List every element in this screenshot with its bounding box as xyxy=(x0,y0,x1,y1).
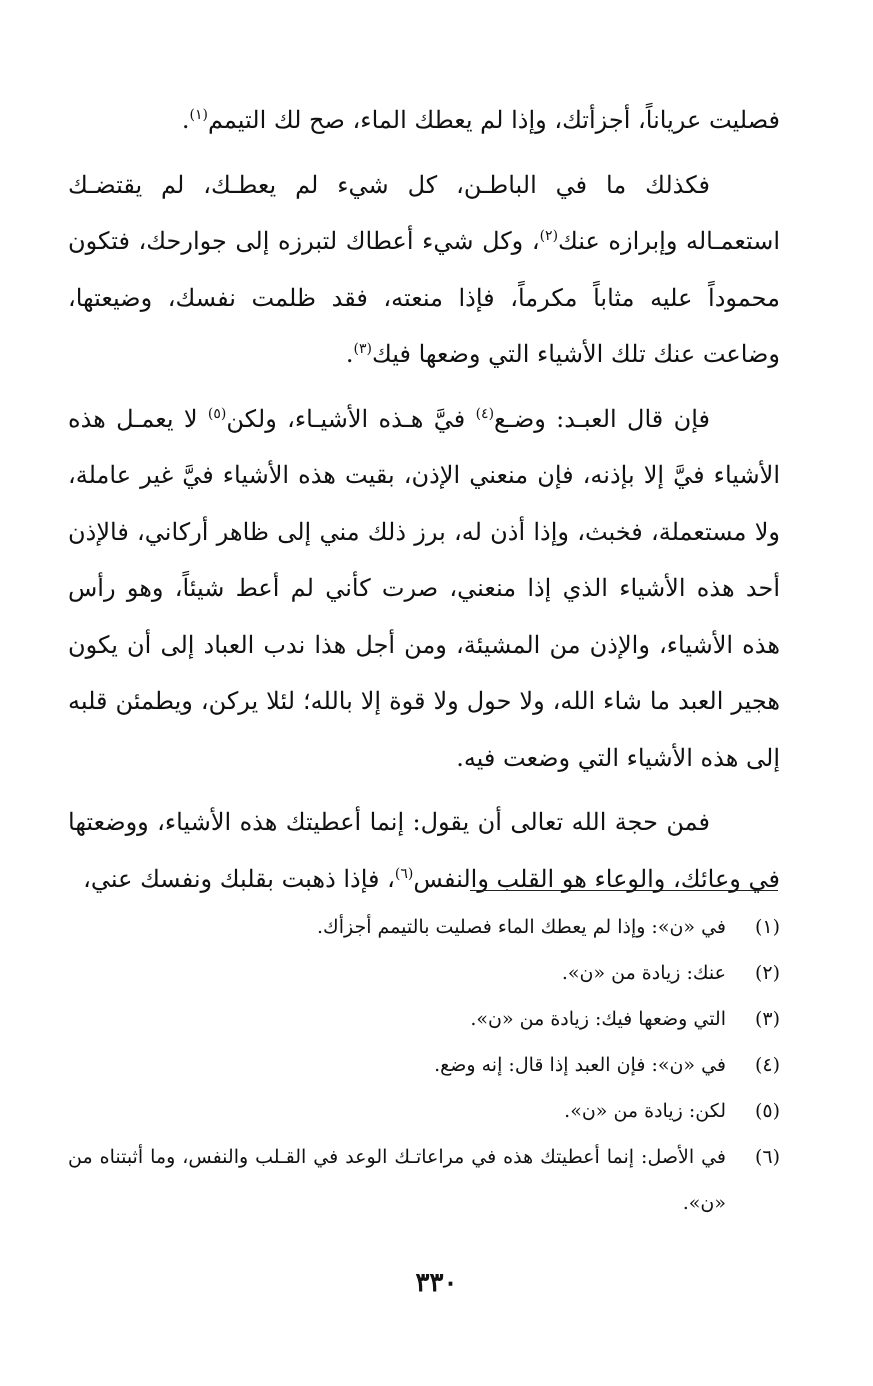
footnote-reference: (١) xyxy=(189,107,208,123)
footnote-reference: (٣) xyxy=(353,341,373,357)
footnote-number: (٦) xyxy=(754,1146,780,1168)
footnote-reference: (٤) xyxy=(475,405,495,422)
footnote-text: لكن: زيادة من «ن». xyxy=(564,1100,726,1122)
footnote-number: (٢) xyxy=(754,962,780,984)
footnote-text: في «ن»: فإن العبد إذا قال: إنه وضع. xyxy=(434,1054,726,1076)
footnote-text: في «ن»: وإذا لم يعطك الماء فصليت بالتيمم أجزأك. xyxy=(317,916,726,938)
footnote xyxy=(68,996,780,1042)
footnote-text: في الأصل: إنما أعطيتك هذه في مراعاتـك الوعد في القـلب والنفس، وما أثبتناه من «ن». xyxy=(68,1146,726,1214)
paragraph-text: فيَّ هـذه الأشيـاء، ولكن xyxy=(226,404,476,433)
paragraph-text: فكذلك ما في الباطـن، كل شيء لم يعطـك، لم يقتضـك استعمـاله وإبرازه عنك xyxy=(68,170,780,255)
paragraph-text: ، فإذا ذهبت بقلبك ونفسك عني، xyxy=(83,864,395,893)
footnote xyxy=(68,1088,780,1134)
main-text xyxy=(68,92,780,907)
page-body xyxy=(68,92,780,907)
paragraph-text: فإن قال العبـد: وضـع xyxy=(494,404,710,433)
paragraph xyxy=(68,391,780,787)
footnote xyxy=(68,1134,780,1226)
paragraph-text: فمن حجة الله تعالى أن يقول: إنما أعطيتك هذه الأشياء، ووضعتها في وعائك، والوعاء هو القلب والنفس xyxy=(68,808,780,893)
footnote-number: (٤) xyxy=(754,1054,780,1076)
footnotes-list xyxy=(68,904,780,1226)
footnote-text: التي وضعها فيك: زيادة من «ن». xyxy=(470,1008,726,1030)
page-number: ٣٣٠ xyxy=(415,1268,458,1298)
paragraph-text: فصليت عرياناً، أجزأتك، وإذا لم يعطك الماء، صح لك التيمم xyxy=(207,106,780,134)
paragraph-text: . xyxy=(181,106,190,134)
footnote-text: عنك: زيادة من «ن». xyxy=(561,962,726,984)
paragraph-text: . xyxy=(345,340,354,368)
paragraph xyxy=(68,92,780,149)
footnote xyxy=(68,950,780,996)
paragraph-text: ، وكل شيء أعطاك لتبرزه إلى جوارحك، فتكون محموداً عليه مثاباً مكرماً، فإذا منعته، فقد ظلمت نفسك، وضيعتها، وضاعت عنك تلك الأشياء التي وضعها فيك xyxy=(68,227,780,368)
footnote-reference: (٢) xyxy=(539,228,559,244)
footnote-number: (٣) xyxy=(754,1008,780,1030)
footnote-reference: (٦) xyxy=(394,865,414,882)
footnote-number: (٥) xyxy=(754,1100,780,1122)
paragraph xyxy=(68,157,780,383)
footnote xyxy=(68,904,780,950)
paragraph-text: لا يعمـل هذه الأشياء فيَّ إلا بإذنه، فإن منعني الإذن، بقيت هذه الأشياء فيَّ غير عاملة، ولا مستعملة، فخبث، وإذا أذن له، برز ذلك مني إلى ظاهر أركاني، فالإذن أحد هذه الأشياء الذي إذا منعني، صرت كأني لم أعط شيئاً، وهو رأس هذه الأشياء، والإذن من المشيئة، ومن أجل هذا ندب العباد إلى أن يكون هجير العبد ما شاء الله، ولا حول ولا قوة إلا بالله؛ لئلا يركن، ويطمئن قلبه إلى هذه الأشياء التي وضعت فيه. xyxy=(68,404,780,772)
footnote-number: (١) xyxy=(754,916,780,938)
footnote-separator xyxy=(470,890,778,891)
footnote xyxy=(68,1042,780,1088)
footnote-reference: (٥) xyxy=(207,405,227,422)
